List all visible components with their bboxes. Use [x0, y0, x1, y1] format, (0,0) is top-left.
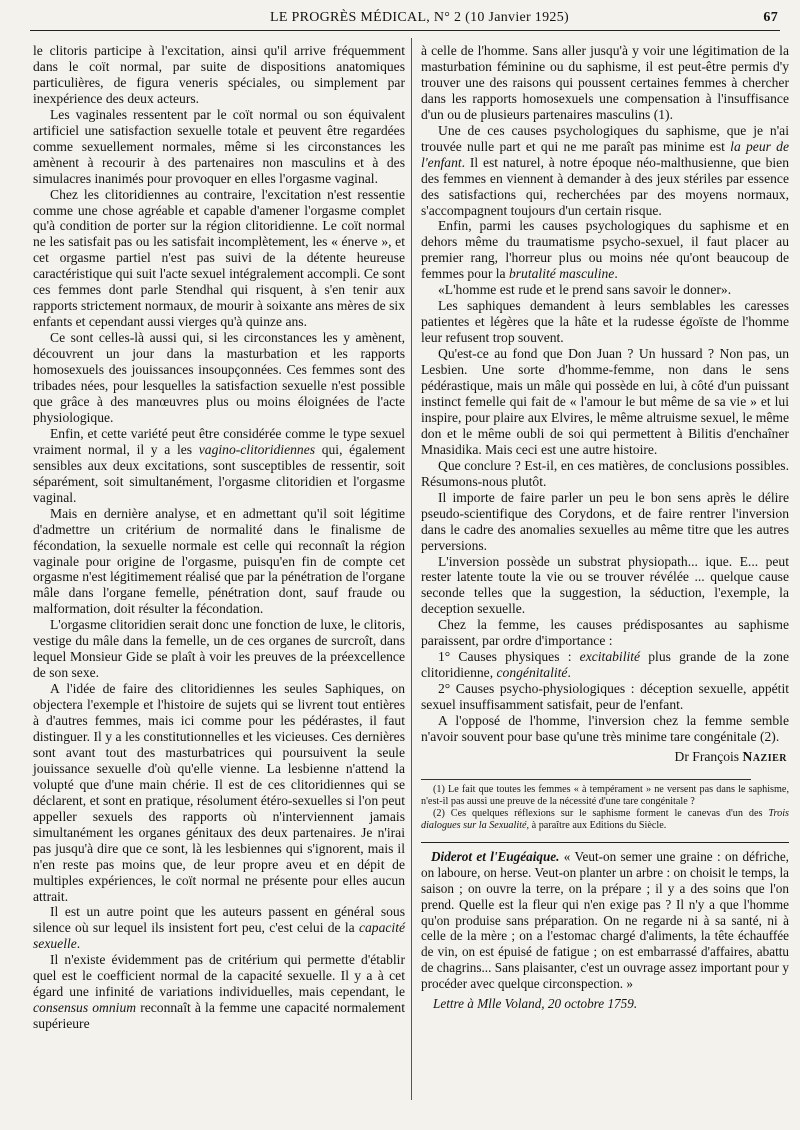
paragraph: Qu'est-ce au fond que Don Juan ? Un hussard ? Non pas, un Lesbien. Une sorte d'homme-femme, non dans le sens pédérastique, mais un mâle qui possède en lui, à côté d'un puissant instinct femelle qui fait de « l'amour le but même de sa vie » et lui inspire, pour plaire aux Elvires, le même altruisme sexuel, le même don et le même oubli de soi qui permettent à Bilitis d'enchaîner Mnasidika. Mais ceci est une autre histoire.: [421, 346, 789, 457]
paragraph: Enfin, et cette variété peut être considérée comme le type sexuel vraiment normal, il y a les vagino-clitoridiennes qui, également sensibles aux deux excitations, sont susceptibles de ressentir, soit séparément, soit simultanément, l'orgasme clitoridien et l'orgasme vaginal.: [33, 425, 406, 505]
running-title: LE PROGRÈS MÉDICAL, N° 2 (10 Janvier 1925): [270, 10, 569, 25]
excerpt-source: Lettre à Mlle Voland, 20 octobre 1759.: [433, 996, 638, 1012]
paragraph: Une de ces causes psychologiques du saphisme, que je n'ai trouvée nulle part et qui ne me paraît pas minime est la peur de l'enfant. Il est naturel, à notre époque néo-malthusienne, que bien des femmes en viennent à demander à des jeux stériles par essence des satisfactions qui, recherchées par des moyens normaux, s'accompagnent toujours d'un certain risque.: [421, 122, 789, 218]
footnote: (1) Le fait que toutes les femmes « à tempérament » ne versent pas dans le saphisme, n'est-il pas aussi une preuve de la nécessité d'une tare congénitale ?: [421, 783, 789, 807]
paragraph: L'inversion possède un substrat physiopath... ique. E... peut rester latente toute la vie ou se trouver révélée ... quelque cause seconde telles que la suggestion, la séduction, l'exemple, la deception sexuelle.: [421, 553, 789, 617]
paragraph: Les vaginales ressentent par le coït normal ou son équivalent artificiel une satisfaction sexuelle totale et peuvent être regardées comme sexuellement normales, même si les circonstances les amènent à recourir à des partenaires non masculins et à des simulacres inanimés pour provoquer en elles l'orgasme vaginal.: [33, 106, 405, 186]
paragraph: A l'opposé de l'homme, l'inversion chez la femme semble n'avoir souvent pour base qu'une très minime tare congénitale (2).: [421, 713, 789, 744]
paragraph: Ce sont celles-là aussi qui, si les circonstances les y amènent, découvrent un jour dans la masturbation et les rapports homosexuels des jouissances insoupçonnées. Ces femmes sont des tribades nées, pour lesquelles la satisfaction sexuelle n'est possible que grâce à des manœuvres plus ou moins éloignées de l'acte physiologique.: [33, 330, 405, 425]
running-header: [30, 8, 780, 31]
paragraph: A l'idée de faire des clitoridiennes les seules Saphiques, on objectera l'exemple et l'histoire de sujets qui se livrent tout entières à d'autres femmes, mais ici comme pour les pédérastes, il faut distinguer. Il y a les constitutionnelles et les vicieuses. Ces dernières sont avant tout des masturbatrices qui poursuivent la seule jouissance sexuelle d'où qu'elle vienne. La lesbienne n'attend la volupté que d'une main chérie. Il est de ces clitoridiennes qui se déclarent, et sont en pratique, résolument étéro-sexuelles si l'on peut appeller sexuels des rapports où n'interviennent jamais simultanément les organes génitaux des deux partenaires. Je n'irai pas jusqu'à dire que ce sont, là les lesbiennes qui s'ignorent, mais il n'en reste pas moins que, de leur propre aveu et en dépit de multiples expériences, le coït normal ne présente pour elles aucun attrait.: [33, 681, 405, 904]
paragraph: à celle de l'homme. Sans aller jusqu'à y voir une légitimation de la masturbation féminine ou du saphisme, il est peut-être permis d'y trouver une des raisons qui poussent certaines femmes à chercher dans les rapports homosexuels une compensation à l'insuffisance d'un ou de plusieurs partenaires masculins (1).: [421, 43, 789, 122]
paragraph: Que conclure ? Est-il, en ces matières, de conclusions possibles. Résumons-nous plutôt.: [421, 457, 789, 489]
left-column: [33, 43, 405, 1032]
paragraph: Mais en dernière analyse, et en admettant qu'il soit légitime d'admettre un critérium de normalité dans le finalisme de fécondation, la sexuelle normale est celle qui reconnaît la région vaginale pour origine de l'orgasme, puisqu'en fin de compte cet orgasme n'est légitimement réalisé que par la pénétration de l'organe mâle dans l'organe femelle, pénétration dont, sauf fraude ou malformation, doit résulter la fécondation.: [33, 505, 405, 617]
paragraph: 2° Causes psycho-physiologiques : déception sexuelle, appétit sexuel insuffisamment satisfait, peur de l'enfant.: [421, 681, 789, 713]
paragraph: Les saphiques demandent à leurs semblables les caresses patientes et légères que la hâte et la rudesse égoïste de l'homme leur refusent trop souvent.: [421, 298, 789, 346]
diderot-excerpt: [421, 849, 789, 1012]
paragraph: Chez les clitoridiennes au contraire, l'excitation n'est ressentie comme une chose agréable et capable d'amener l'orgasme complet qu'à condition de porter sur la région clitoridienne. Le coït normal ne les satisfait pas ou les satisfait incomplètement, les « énerve », et cet orgasme partiel n'est pas suivi de la détente heureuse caractéristique qui suit l'acte sexuel intégralement accompli. Ce sont ces femmes dont parle Stendhal qui risquent, à s'en tenir aux rapports strictement normaux, de mourir à soixante ans mères de six enfants et cependant aussi vierges qu'à quinze ans.: [33, 186, 405, 330]
footnotes: [421, 784, 789, 832]
excerpt-heading: Diderot et l'Eugéaique.: [431, 848, 560, 864]
paragraph: L'orgasme clitoridien serait donc une fonction de luxe, le clitoris, vestige du mâle dans la femelle, un de ces organes de surcroît, dans lequel Monsieur Gide se plaît à voir les preuves de la préexcellence de son sexe.: [33, 617, 405, 681]
footnote-rule: [421, 779, 751, 780]
paragraph: le clitoris participe à l'excitation, ainsi qu'il arrive fréquemment dans le coït normal, par suite de dispositions anatomiques particulières, de figura veneris spéciales, ou simplement par inexpérience des deux acteurs.: [33, 43, 405, 106]
paragraph: Il est un autre point que les auteurs passent en général sous silence où sur lequel ils insistent fort peu, c'est celui de la capacité sexuelle.: [33, 904, 405, 952]
paragraph: 1° Causes physiques : excitabilité plus grande de la zone clitoridienne, congénitalité.: [421, 649, 789, 681]
quotation: «L'homme est rude et le prend sans savoir le donner».: [438, 282, 732, 298]
paragraph: Il importe de faire parler un peu le bon sens après le délire pseudo-scientifique des Corydons, et de faire rentrer l'inversion dans le cadre des anomalies sexuelles au même titre que les autres perversions.: [421, 489, 789, 553]
page-number: 67: [763, 10, 778, 25]
column-divider: [411, 38, 412, 1100]
footnote: (2) Ces quelques réflexions sur le saphisme forment le canevas d'un des Trois dialogues sur la Sexualité, à paraître aux Editions du Siècle.: [421, 807, 789, 831]
paragraph: Enfin, parmi les causes psychologiques du saphisme et en dehors même du traumatisme psycho-sexuel, il faut placer au premier rang, l'horreur plus ou moins née qu'ont beaucoup de femmes pour la brutalité masculine.: [421, 218, 789, 282]
excerpt-body: « Veut-on semer une graine : on défriche, on laboure, on herse. Veut-on planter un arbre : on choisit le temps, la saison ; on ouvre la terre, on la prépare ; il y a des soins que l'on prend. Quelle est la fleur qui n'en exige pas ? Il n'y a que l'homme qu'on produise sans préparation. On ne regarde ni à sa santé, ni à celle de la mère ; on a l'estomac chargé d'aliments, la tête échauffée de vin, on est épuisé de fatigue ; on est embarrassé d'affaires, abattu de chagrins... Sans plaisanter, c'est un ouvrage assez important pour y procéder avec quelque circonspection. »: [421, 848, 789, 992]
paragraph: Il n'existe évidemment pas de critérium qui permette d'établir quel est le coefficient normal de la capacité sexuelle. Il y a à cet égard une infinité de variations individuelles, mais cependant, le consensus omnium reconnaît à la femme une capacité normalement supérieure: [33, 952, 405, 1032]
right-column: [421, 43, 789, 1012]
section-rule: [421, 842, 789, 843]
author-signature: Dr François Nazier: [674, 748, 787, 764]
paragraph: Chez la femme, les causes prédisposantes au saphisme paraissent, par ordre d'importance :: [421, 617, 789, 649]
